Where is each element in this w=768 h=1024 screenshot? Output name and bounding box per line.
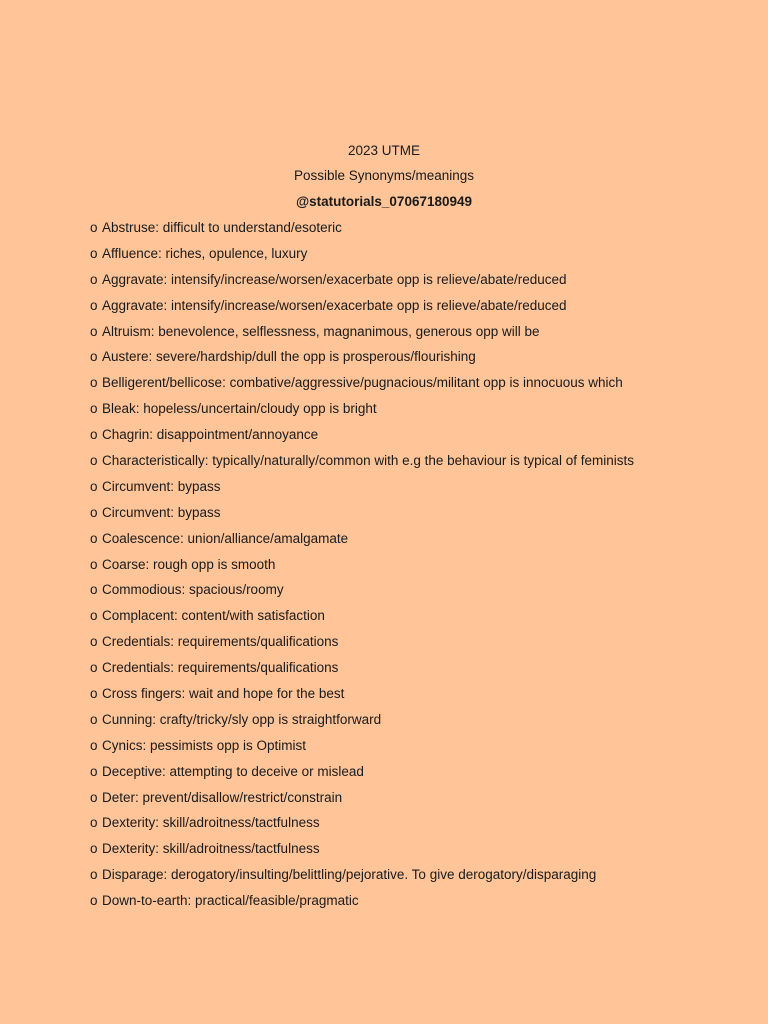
entry-text: Circumvent: bypass — [102, 504, 221, 520]
entry-text: Cross fingers: wait and hope for the best — [102, 686, 345, 702]
bullet-marker: o — [90, 608, 98, 624]
entry-text: Affluence: riches, opulence, luxury — [102, 245, 308, 261]
list-item — [90, 840, 750, 866]
bullet-marker: o — [90, 660, 98, 676]
list-item — [90, 504, 750, 530]
bullet-marker: o — [90, 789, 98, 805]
list-item — [90, 581, 750, 607]
bullet-marker: o — [90, 375, 98, 391]
list-item — [90, 426, 750, 452]
bullet-marker: o — [90, 737, 98, 753]
document-subtitle: Possible Synonyms/meanings — [293, 168, 475, 183]
list-item — [90, 789, 750, 815]
list-item — [90, 478, 750, 504]
bullet-marker: o — [90, 271, 98, 287]
list-item — [90, 814, 750, 840]
list-item — [90, 400, 750, 426]
entry-text: Coalescence: union/alliance/amalgamate — [102, 530, 349, 546]
list-item — [90, 737, 750, 763]
bullet-marker: o — [90, 556, 98, 572]
entry-text: Deter: prevent/disallow/restrict/constrain — [102, 789, 343, 805]
list-item — [90, 323, 750, 349]
bullet-marker: o — [90, 504, 98, 520]
bullet-marker: o — [90, 323, 98, 339]
entry-text: Deceptive: attempting to deceive or mislead — [102, 763, 364, 779]
entry-text: Credentials: requirements/qualifications — [102, 634, 339, 650]
entry-text: Commodious: spacious/roomy — [102, 582, 284, 598]
list-item — [90, 452, 750, 478]
list-item — [90, 271, 750, 297]
bullet-marker: o — [90, 867, 98, 883]
entry-text: Aggravate: intensify/increase/worsen/exacerbate opp is relieve/abate/reduced — [102, 271, 567, 287]
entry-text: Chagrin: disappointment/annoyance — [102, 427, 319, 443]
document-title: 2023 UTME — [347, 143, 421, 158]
entry-text: Complacent: content/with satisfaction — [102, 608, 325, 624]
bullet-marker: o — [90, 893, 98, 909]
list-item — [90, 685, 750, 711]
bullet-marker: o — [90, 634, 98, 650]
bullet-marker: o — [90, 711, 98, 727]
entry-text: Austere: severe/hardship/dull the opp is prosperous/flourishing — [102, 349, 476, 365]
bullet-marker: o — [90, 478, 98, 494]
list-item — [90, 892, 750, 918]
entry-text: Characteristically: typically/naturally/common with e.g the behaviour is typical of feminists — [102, 453, 634, 469]
bullet-marker: o — [90, 427, 98, 443]
entry-text: Coarse: rough opp is smooth — [102, 556, 276, 572]
bullet-marker: o — [90, 582, 98, 598]
list-item — [90, 711, 750, 737]
entry-text: Circumvent: bypass — [102, 478, 221, 494]
list-item — [90, 297, 750, 323]
entry-text: Abstruse: difficult to understand/esoteric — [102, 220, 342, 235]
author-handle: @statutorials_07067180949 — [295, 194, 473, 209]
entry-text: Aggravate: intensify/increase/worsen/exacerbate opp is relieve/abate/reduced — [102, 297, 567, 313]
bullet-marker: o — [90, 349, 98, 365]
bullet-marker: o — [90, 686, 98, 702]
list-item — [90, 633, 750, 659]
bullet-marker: o — [90, 841, 98, 857]
list-item — [90, 530, 750, 556]
entry-text: Disparage: derogatory/insulting/belittling/pejorative. To give derogatory/disparaging — [102, 867, 597, 883]
bullet-marker: o — [90, 530, 98, 546]
bullet-marker: o — [90, 245, 98, 261]
list-item — [90, 219, 750, 245]
entry-text: Belligerent/bellicose: combative/aggressive/pugnacious/militant opp is innocuous which — [102, 375, 623, 391]
bullet-marker: o — [90, 220, 98, 235]
entry-text: Cynics: pessimists opp is Optimist — [102, 737, 307, 753]
bullet-marker: o — [90, 815, 98, 831]
entry-text: Dexterity: skill/adroitness/tactfulness — [102, 815, 320, 831]
synonym-list — [90, 219, 750, 918]
entry-text: Credentials: requirements/qualifications — [102, 660, 339, 676]
list-item — [90, 556, 750, 582]
bullet-marker: o — [90, 763, 98, 779]
bullet-marker: o — [90, 401, 98, 417]
list-item — [90, 374, 750, 400]
list-item — [90, 245, 750, 271]
list-item — [90, 763, 750, 789]
list-item — [90, 866, 750, 892]
entry-text: Down-to-earth: practical/feasible/pragmatic — [102, 893, 359, 909]
list-item — [90, 348, 750, 374]
list-item — [90, 659, 750, 685]
bullet-marker: o — [90, 297, 98, 313]
bullet-marker: o — [90, 453, 98, 469]
list-item — [90, 607, 750, 633]
entry-text: Bleak: hopeless/uncertain/cloudy opp is bright — [102, 401, 377, 417]
entry-text: Cunning: crafty/tricky/sly opp is straightforward — [102, 711, 382, 727]
entry-text: Altruism: benevolence, selflessness, magnanimous, generous opp will be — [102, 323, 540, 339]
entry-text: Dexterity: skill/adroitness/tactfulness — [102, 841, 320, 857]
